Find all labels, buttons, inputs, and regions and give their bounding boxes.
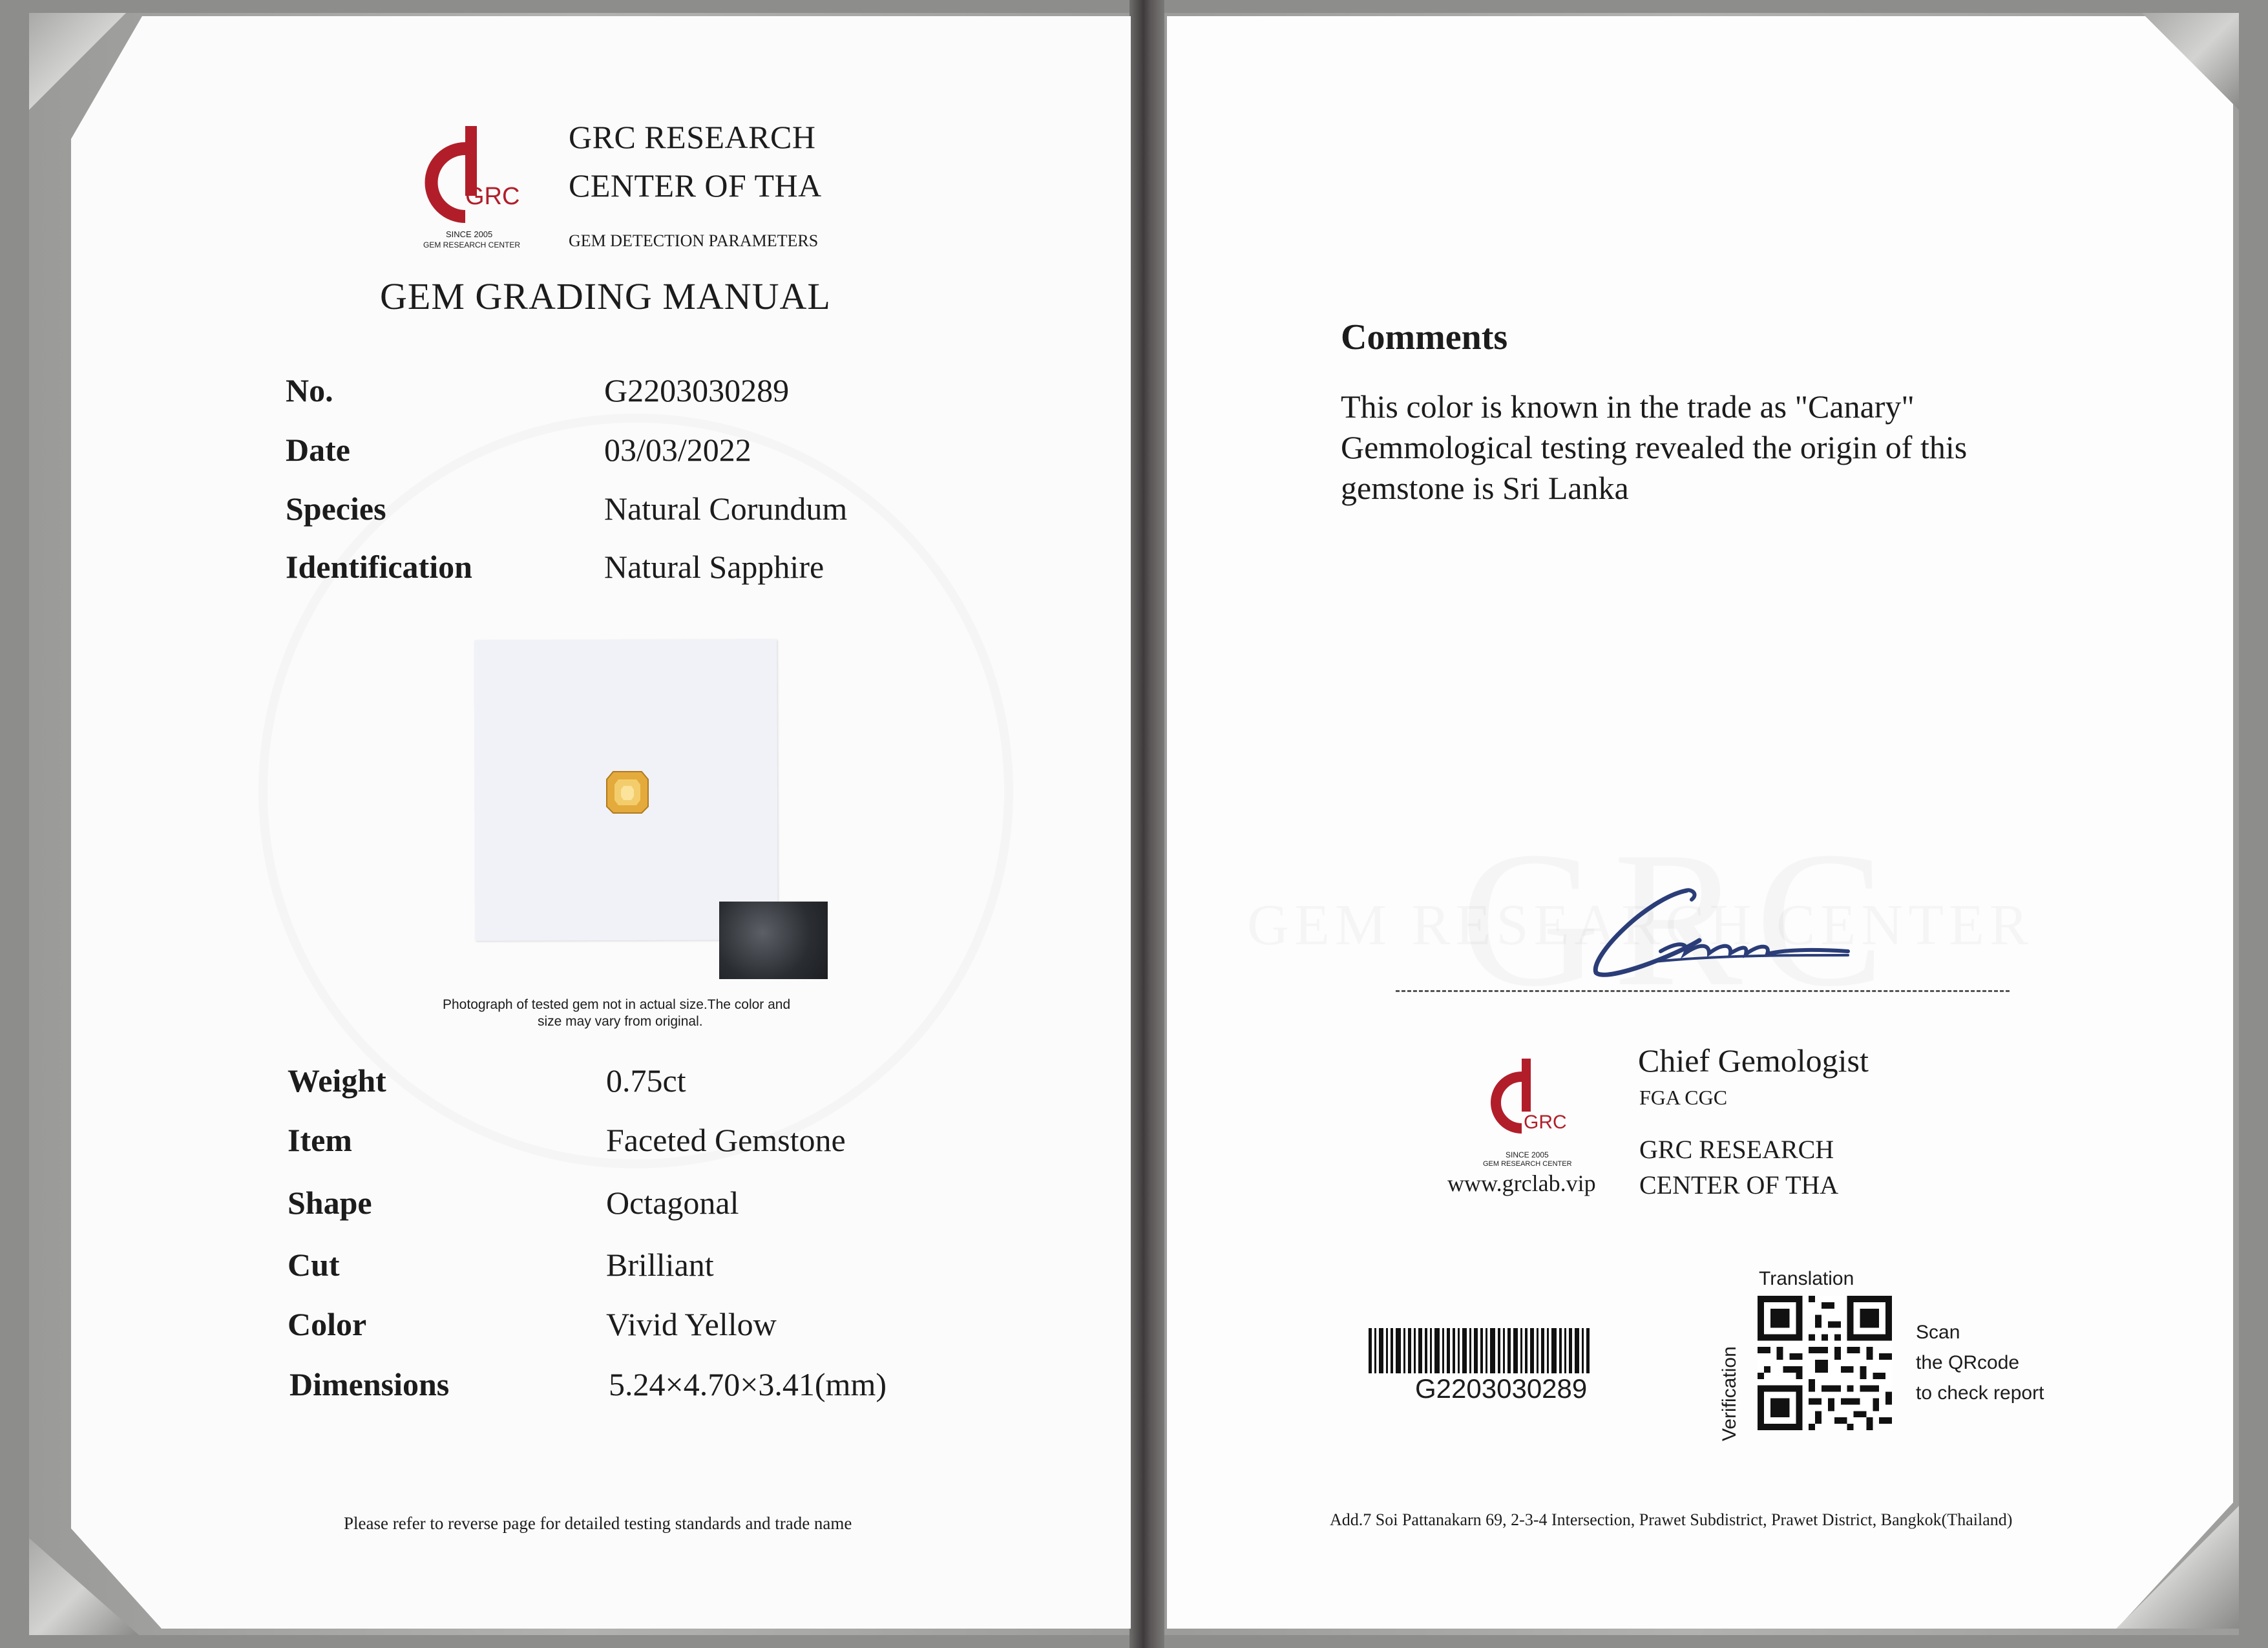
photo-caption-line2: size may vary from original.: [538, 1014, 703, 1029]
field-value-cut: Brilliant: [606, 1247, 714, 1283]
small-logo-sub-text: GEM RESEARCH CENTER: [1483, 1160, 1572, 1168]
field-label-identification: Identification: [286, 549, 472, 585]
field-label-cut: Cut: [288, 1247, 340, 1283]
field-label-weight: Weight: [288, 1062, 386, 1099]
credentials-text: FGA CGC: [1639, 1086, 1728, 1109]
signature-line: [1396, 990, 2010, 992]
comments-line-2: Gemmological testing revealed the origin of this: [1341, 429, 1968, 465]
field-label-species: Species: [286, 491, 386, 527]
grc-logo-small-icon: [1486, 1059, 1570, 1156]
field-value-no: G2203030289: [604, 372, 790, 408]
chief-gemologist-title: Chief Gemologist: [1638, 1042, 1869, 1079]
field-value-weight: 0.75ct: [606, 1062, 686, 1099]
photo-caption-line1: Photograph of tested gem not in actual size.The color and: [443, 997, 791, 1012]
qr-translation-label: Translation: [1759, 1268, 1854, 1289]
qr-verification-label: Verification: [1719, 1346, 1740, 1441]
field-label-item: Item: [288, 1122, 352, 1158]
org-subtitle: GEM DETECTION PARAMETERS: [569, 231, 819, 250]
field-value-species: Natural Corundum: [604, 491, 848, 527]
field-label-shape: Shape: [288, 1185, 372, 1221]
logo-since-text: SINCE 2005: [446, 229, 493, 239]
comments-line-3: gemstone is Sri Lanka: [1341, 470, 1629, 506]
field-value-color: Vivid Yellow: [606, 1306, 777, 1342]
signature-icon: [1577, 879, 1861, 982]
scan-instruction-line3: to check report: [1916, 1382, 2044, 1404]
field-value-shape: Octagonal: [606, 1185, 739, 1221]
right-org-line2: CENTER OF THA: [1639, 1170, 1839, 1199]
scan-instruction-line1: Scan: [1916, 1322, 1960, 1343]
org-name-line1: GRC RESEARCH: [569, 119, 816, 155]
field-value-identification: Natural Sapphire: [604, 549, 824, 585]
hologram-security-seal: [719, 902, 828, 979]
field-value-item: Faceted Gemstone: [606, 1122, 846, 1158]
logo-grc-text: GRC: [465, 183, 520, 210]
logo-sub-text: GEM RESEARCH CENTER: [423, 240, 521, 249]
small-logo-grc-text: GRC: [1524, 1112, 1567, 1133]
barcode-number: G2203030289: [1415, 1373, 1588, 1404]
small-logo-since-text: SINCE 2005: [1506, 1150, 1549, 1159]
website-link[interactable]: www.grclab.vip: [1447, 1170, 1596, 1196]
right-org-line1: GRC RESEARCH: [1639, 1135, 1834, 1164]
lab-address: Add.7 Soi Pattanakarn 69, 2-3-4 Intersection, Prawet Subdistrict, Prawet District, Bangkok(Thailand): [1330, 1510, 2013, 1529]
field-label-no: No.: [286, 372, 333, 408]
yellow-sapphire-gem-icon: [604, 769, 651, 816]
field-value-dimensions: 5.24×4.70×3.41(mm): [609, 1366, 887, 1402]
signature-name: [1680, 911, 1682, 912]
comments-line-1: This color is known in the trade as "Canary": [1341, 388, 1915, 425]
comments-title: Comments: [1341, 317, 1508, 357]
org-name-line2: CENTER OF THA: [569, 167, 822, 204]
folder-spine: [1129, 0, 1164, 1648]
field-value-date: 03/03/2022: [604, 432, 751, 468]
field-label-dimensions: Dimensions: [289, 1366, 450, 1402]
field-label-date: Date: [286, 432, 350, 468]
document-title: GEM GRADING MANUAL: [380, 275, 831, 317]
barcode-image: [1369, 1328, 1650, 1373]
scan-instruction-line2: the QRcode: [1916, 1352, 2020, 1373]
field-label-color: Color: [288, 1306, 367, 1342]
qr-code-icon[interactable]: [1758, 1296, 1892, 1430]
footnote-reverse-page: Please refer to reverse page for detailed testing standards and trade name: [344, 1514, 852, 1533]
